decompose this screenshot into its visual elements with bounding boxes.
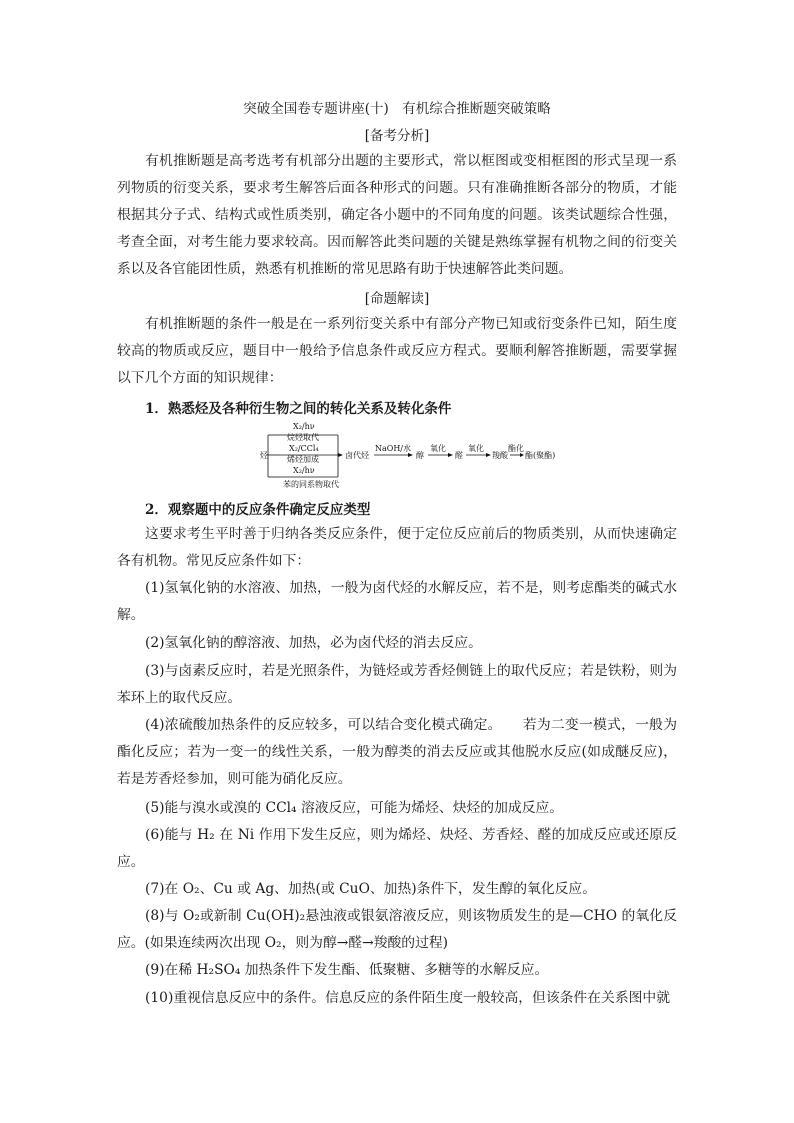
condition-item-1: (1)氢氧化钠的水溶液、加热，一般为卤代烃的水解反应，若不是，则考虑酯类的碱式水解。 — [117, 580, 677, 623]
point-1-heading: 1．熟悉烃及各种衍生物之间的转化关系及转化条件 — [145, 401, 452, 417]
condition-item-9: (9)在稀 H₂SO₄ 加热条件下发生酯、低聚糖、多糖等的水解反应。 — [145, 962, 549, 978]
step-esterification: 酯化 — [508, 444, 524, 453]
condition-item-10: (10)重视信息反应中的条件。信息反应的条件陌生度一般较高，但该条件在关系图中就 — [145, 990, 671, 1006]
cond-alkane-sub: 烷烃取代 — [287, 433, 319, 442]
cond-x2-hv-1: X₂/hν — [293, 422, 315, 431]
node-hydrocarbon: 烃 — [260, 451, 268, 460]
point-2-intro: 这要求考生平时善于归纳各类反应条件，便于定位反应前后的物质类别，从而快速确定各有机物。常见反应条件如下： — [117, 526, 677, 569]
point-2-heading: 2．观察题中的反应条件确定反应类型 — [145, 502, 371, 518]
condition-item-4: (4)浓硫酸加热条件的反应较多，可以结合变化模式确定。 若为二变一模式，一般为酯化反应；若为一变一的线性关系，一般为醇类的消去反应或其他脱水反应(如成醚反应)，若是芳香烃参加，则可能为硝化反应。 — [117, 717, 677, 787]
step-oxidation-1: 氧化 — [430, 444, 446, 453]
page-title: 突破全国卷专题讲座(十) 有机综合推断题突破策略 — [243, 101, 551, 117]
cond-alkene-add: 烯烃加成 — [287, 455, 319, 464]
conversion-diagram-svg — [258, 421, 558, 491]
cond-x2-hv-2: X₂/hν — [293, 466, 315, 475]
node-aldehyde: 醛 — [455, 451, 463, 460]
node-halide: 卤代烃 — [345, 451, 369, 460]
section-heading-analysis: [备考分析] — [364, 128, 430, 144]
node-alcohol: 醇 — [416, 451, 424, 460]
analysis-paragraph: 有机推断题是高考选考有机部分出题的主要形式，常以框图或变相框图的形式呈现一系列物质的衍变关系，要求考生解答后面各种形式的问题。只有准确推断各部分的物质，才能根据其分子式、结构式或性质类别，确定各小题中的不同角度的问题。该类试题综合性强，考查全面，对考生能力要求较高。因而解答此类问题的关键是熟练掌握有机物之间的衍变关系以及各官能团性质，熟悉有机推断的常见思路有助于快速解答此类问题。 — [117, 153, 677, 277]
condition-item-5: (5)能与溴水或溴的 CCl₄ 溶液反应，可能为烯烃、炔烃的加成反应。 — [145, 800, 564, 816]
condition-item-6: (6)能与 H₂ 在 Ni 作用下发生反应，则为烯烃、炔烃、芳香烃、醛的加成反应或还原反应。 — [117, 827, 677, 870]
condition-item-2: (2)氢氧化钠的醇溶液、加热，必为卤代烃的消去反应。 — [145, 635, 482, 651]
conversion-diagram — [258, 421, 558, 491]
condition-item-8: (8)与 O₂或新制 Cu(OH)₂悬浊液或银氨溶液反应，则该物质发生的是—CHO 的氧化反应。(如果连续两次出现 O₂，则为醇→醛→羧酸的过程) — [117, 908, 677, 951]
condition-item-7: (7)在 O₂、Cu 或 Ag、加热(或 CuO、加热)条件下，发生醇的氧化反应。 — [145, 881, 597, 897]
step-oxidation-2: 氧化 — [468, 444, 484, 453]
cond-x2-ccl4: X₂/CCl₄ — [289, 444, 319, 453]
section-heading-reading: [命题解读] — [364, 291, 430, 307]
node-acid: 羧酸 — [492, 451, 508, 460]
reading-paragraph: 有机推断题的条件一般是在一系列衍变关系中有部分产物已知或衍变条件已知，陌生度较高的物质或反应，题目中一般给予信息条件或反应方程式。要顺利解答推断题，需要掌握以下几个方面的知识规律： — [117, 316, 677, 386]
step-naoh: NaOH/水 — [375, 444, 411, 453]
node-ester: 酯(聚酯) — [525, 451, 556, 460]
condition-item-3: (3)与卤素反应时，若是光照条件，为链烃或芳香烃侧链上的取代反应；若是铁粉，则为苯环上的取代反应。 — [117, 663, 677, 706]
cond-benzene-sub: 苯的同系物取代 — [283, 480, 339, 489]
